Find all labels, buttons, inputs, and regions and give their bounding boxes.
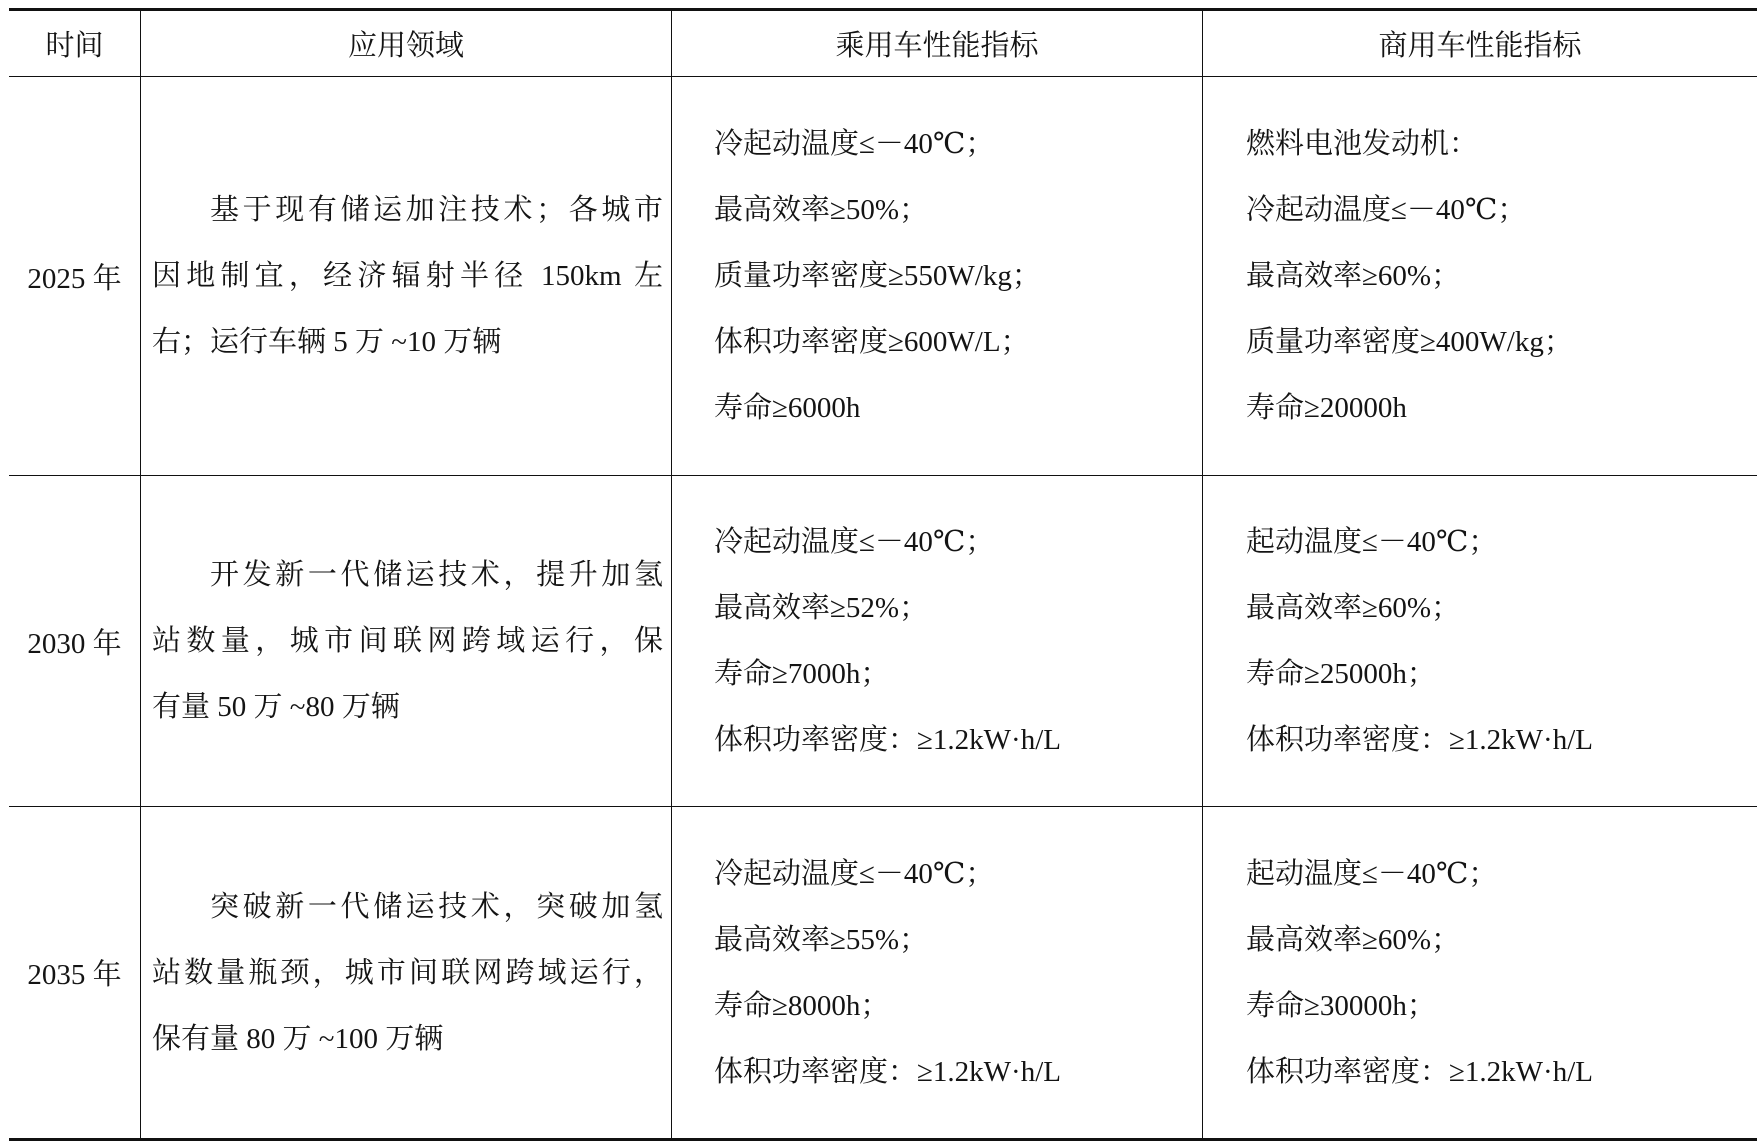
metric-line: 寿命≥20000h xyxy=(1246,392,1407,424)
commercial-metrics-cell xyxy=(1203,77,1757,476)
metric-line: 冷起动温度≤－40℃； xyxy=(714,857,995,890)
application-line: 有量 50 万 ~80 万辆 xyxy=(152,691,400,723)
header-passenger-car-metrics xyxy=(672,11,1203,77)
application-line: 站数量瓶颈，城市间联网跨域运行， xyxy=(152,956,663,989)
metric-line: 体积功率密度≥600W/L； xyxy=(714,326,1030,358)
metric-line: 起动温度≤－40℃； xyxy=(1246,526,1498,558)
metric-line: 冷起动温度≤－40℃； xyxy=(714,526,995,558)
metric-line: 冷起动温度≤－40℃； xyxy=(714,128,995,160)
year-cell xyxy=(9,807,141,1138)
application-line: 基于现有储运加注技术；各城市 xyxy=(210,194,663,226)
application-line: 右；运行车辆 5 万 ~10 万辆 xyxy=(152,326,502,358)
metric-line: 体积功率密度：≥1.2kW·h/L xyxy=(1246,1055,1593,1088)
metric-line: 最高效率≥60%； xyxy=(1246,592,1461,624)
year-label: 2025 年 xyxy=(27,262,122,295)
header-label: 时间 xyxy=(45,30,104,62)
application-cell xyxy=(141,77,672,476)
metric-line: 最高效率≥55%； xyxy=(714,923,929,956)
application-line: 站数量，城市间联网跨域运行，保 xyxy=(152,625,663,657)
year-cell xyxy=(9,77,141,476)
metric-line: 体积功率密度：≥1.2kW·h/L xyxy=(1246,724,1593,756)
metric-line: 体积功率密度：≥1.2kW·h/L xyxy=(714,1055,1061,1088)
metric-line: 最高效率≥52%； xyxy=(714,592,929,624)
application-line: 开发新一代储运技术，提升加氢 xyxy=(210,559,663,591)
year-label: 2030 年 xyxy=(27,627,122,660)
header-commercial-vehicle-metrics xyxy=(1203,11,1757,77)
header-time xyxy=(9,11,141,77)
metric-line: 寿命≥30000h； xyxy=(1246,989,1436,1022)
passenger-metrics-cell xyxy=(672,807,1203,1138)
application-line: 保有量 80 万 ~100 万辆 xyxy=(152,1022,444,1055)
metric-line: 寿命≥8000h； xyxy=(714,989,890,1022)
header-label: 乘用车性能指标 xyxy=(835,30,1039,62)
metric-line: 寿命≥25000h； xyxy=(1246,658,1436,690)
fuel-cell-vehicle-targets-table xyxy=(9,8,1757,1141)
commercial-metrics-cell xyxy=(1203,807,1757,1138)
header-label: 商用车性能指标 xyxy=(1378,30,1582,62)
commercial-metrics-cell xyxy=(1203,476,1757,807)
metric-line: 燃料电池发动机： xyxy=(1246,128,1479,160)
metric-line: 最高效率≥60%； xyxy=(1246,923,1461,956)
metric-line: 质量功率密度≥400W/kg； xyxy=(1246,326,1573,358)
application-line: 因地制宜，经济辐射半径 150km 左 xyxy=(152,260,663,292)
metric-line: 最高效率≥60%； xyxy=(1246,260,1461,292)
metric-line: 最高效率≥50%； xyxy=(714,194,929,226)
header-label: 应用领域 xyxy=(347,30,464,62)
application-line: 突破新一代储运技术，突破加氢 xyxy=(210,890,663,923)
metric-line: 起动温度≤－40℃； xyxy=(1246,857,1498,890)
application-cell xyxy=(141,476,672,807)
year-cell xyxy=(9,476,141,807)
passenger-metrics-cell xyxy=(672,476,1203,807)
passenger-metrics-cell xyxy=(672,77,1203,476)
metric-line: 质量功率密度≥550W/kg； xyxy=(714,260,1041,292)
metric-line: 寿命≥6000h xyxy=(714,392,861,424)
year-label: 2035 年 xyxy=(27,959,122,991)
application-cell xyxy=(141,807,672,1138)
metric-line: 寿命≥7000h； xyxy=(714,658,890,690)
header-application-field xyxy=(141,11,672,77)
metric-line: 冷起动温度≤－40℃； xyxy=(1246,194,1527,226)
metric-line: 体积功率密度：≥1.2kW·h/L xyxy=(714,724,1061,756)
